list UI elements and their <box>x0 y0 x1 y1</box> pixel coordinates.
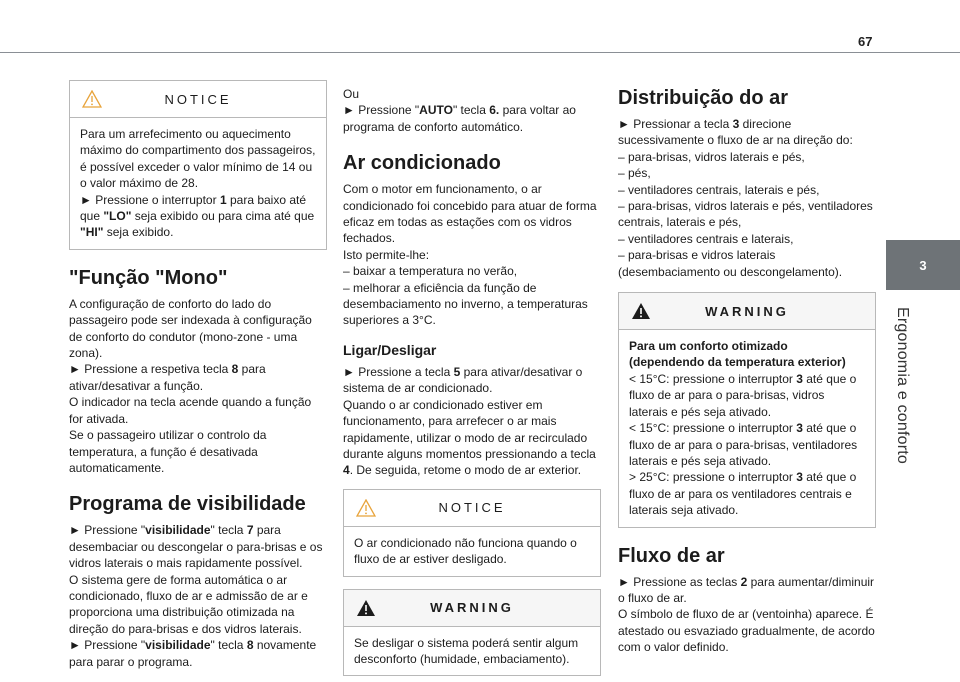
warning-bold-text: Para um conforto otimizado (dependendo da temperatura exterior) <box>629 339 846 370</box>
warning-triangle-icon <box>631 302 651 320</box>
auto-text: ► Pressione "AUTO" tecla 6. para voltar ao programa de conforto automático. <box>343 103 576 134</box>
notice-text-1: Para um arrefecimento ou aquecimento máximo do compartimento dos passageiros, é possível exceder o valor mínimo de 14 ou o valor máximo de 28. <box>80 127 316 191</box>
chapter-title: Ergonomia e conforto <box>894 306 911 464</box>
distribution-heading: Distribuição do ar <box>618 87 789 109</box>
warning-title-3: WARNING <box>705 303 789 319</box>
warning-line-1: < 15°C: pressione o interruptor 3 até que o fluxo de ar para o para-brisas, vidros laterais e pés seja ativado. <box>629 371 857 419</box>
column-2 <box>343 86 601 682</box>
distribution-list-2: – pés, <box>618 166 651 181</box>
warning-triangle-outline-icon <box>82 90 102 108</box>
onoff-heading: Ligar/Desligar <box>343 341 437 358</box>
visibility-text-3: ► Pressione "visibilidade" tecla 8 novamente para parar o programa. <box>69 638 317 669</box>
distribution-list-6: – para-brisas e vidros laterais (desembaciamento ou descongelamento). <box>618 248 843 279</box>
mono-text-3: O indicador na tecla acende quando a função for ativada. <box>69 395 312 426</box>
notice-text-2: ► Pressione o interruptor 1 para baixo até que "LO" seja exibido ou para cima até que "HI" seja exibido. <box>80 192 315 240</box>
chapter-title-container <box>880 290 924 480</box>
distribution-text-1: ► Pressionar a tecla 3 direcione sucessivamente o fluxo de ar na direção do: <box>618 117 853 148</box>
warning-title-2: WARNING <box>430 600 514 616</box>
column-3 <box>618 70 876 656</box>
warning-header-2 <box>344 590 600 627</box>
warning-box-3 <box>618 292 876 527</box>
warning-line-3: > 25°C: pressione o interruptor 3 até que o fluxo de ar para os ventiladores centrais e laterais seja ativado. <box>629 470 857 518</box>
airflow-heading: Fluxo de ar <box>618 544 725 567</box>
column-1 <box>69 80 327 670</box>
mono-text-2: ► Pressione a respetiva tecla 8 para ativar/desativar a função. <box>69 362 266 393</box>
mono-text-4: Se o passageiro utilizar o controlo da temperatura, a função é desativada automaticamente. <box>69 428 267 475</box>
airflow-text-2: O símbolo de fluxo de ar (ventoinha) aparece. É atestado ou esvaziado gradualmente, de acordo com o valor definido. <box>618 607 875 655</box>
notice-title: NOTICE <box>164 91 232 107</box>
notice-box <box>69 80 327 250</box>
header-rule <box>0 52 960 53</box>
onoff-text-1: ► Pressione a tecla 5 para ativar/desativar o sistema de ar condicionado. <box>343 364 583 396</box>
notice-header-2 <box>344 490 600 527</box>
onoff-text-2: Quando o ar condicionado estiver em funcionamento, para arrefecer o ar mais rapidamente, utilizar o modo de ar recirculado durante alguns momentos pressionando a tecla 4. De seguida, retome o modo de ar exterior. <box>343 397 596 478</box>
visibility-text-2: O sistema gere de forma automática o ar condicionado, fluxo de ar e admissão de ar e proporciona uma distribuição otimizada na direção do para-brisas e dos vidros laterais. <box>69 572 308 636</box>
warning-line-2: < 15°C: pressione o interruptor 3 até que o fluxo de ar para o para-brisas, ventiladores laterais e pés seja ativado. <box>629 421 858 468</box>
chapter-tab[interactable]: 3 <box>886 240 960 290</box>
mono-text-1: A configuração de conforto do lado do passageiro pode ser indexada à configuração de conforto do condutor (mono-zone - uma zona). <box>69 296 312 361</box>
distribution-list-3: – ventiladores centrais, laterais e pés, <box>618 182 820 197</box>
notice-header <box>70 81 326 118</box>
airflow-text-1: ► Pressione as teclas 2 para aumentar/diminuir o fluxo de ar. <box>618 574 875 605</box>
ac-list-1: – baixar a temperatura no verão, <box>343 264 518 279</box>
warning-box-2 <box>343 589 601 677</box>
ac-text-1: Com o motor em funcionamento, o ar condicionado foi concebido para atuar de forma eficaz em todas as estações com os vidros fechados. <box>343 182 597 246</box>
visibility-heading: Programa de visibilidade <box>69 493 306 516</box>
warning-text-ac: Se desligar o sistema poderá sentir algum desconforto (humidade, embaciamento). <box>354 635 579 666</box>
notice-text-ac: O ar condicionado não funciona quando o fluxo de ar estiver desligado. <box>354 535 577 567</box>
ac-text-2: Isto permite-lhe: <box>343 247 430 262</box>
mono-heading: "Função "Mono" <box>69 266 228 289</box>
ac-heading: Ar condicionado <box>343 152 501 175</box>
ou-text: Ou <box>343 87 360 101</box>
warning-header-3 <box>619 293 875 330</box>
distribution-list-4: – para-brisas, vidros laterais e pés, ventiladores centrais, laterais e pés, <box>618 199 873 230</box>
warning-triangle-outline-icon <box>356 499 376 517</box>
notice-title-2: NOTICE <box>438 500 506 516</box>
notice-box-2 <box>343 489 601 577</box>
page-number: 67 <box>858 34 873 49</box>
distribution-list-5: – ventiladores centrais e laterais, <box>618 231 794 246</box>
visibility-text-1: ► Pressione "visibilidade" tecla 7 para desembaciar ou descongelar o para-brisas e os vidros laterais o mais rapidamente possível. <box>69 523 323 571</box>
ac-list-2: – melhorar a eficiência da função de desembaciamento no inverno, a temperaturas superiores a 3°C. <box>343 280 588 328</box>
distribution-list-1: – para-brisas, vidros laterais e pés, <box>618 149 805 164</box>
warning-triangle-icon <box>356 599 376 617</box>
